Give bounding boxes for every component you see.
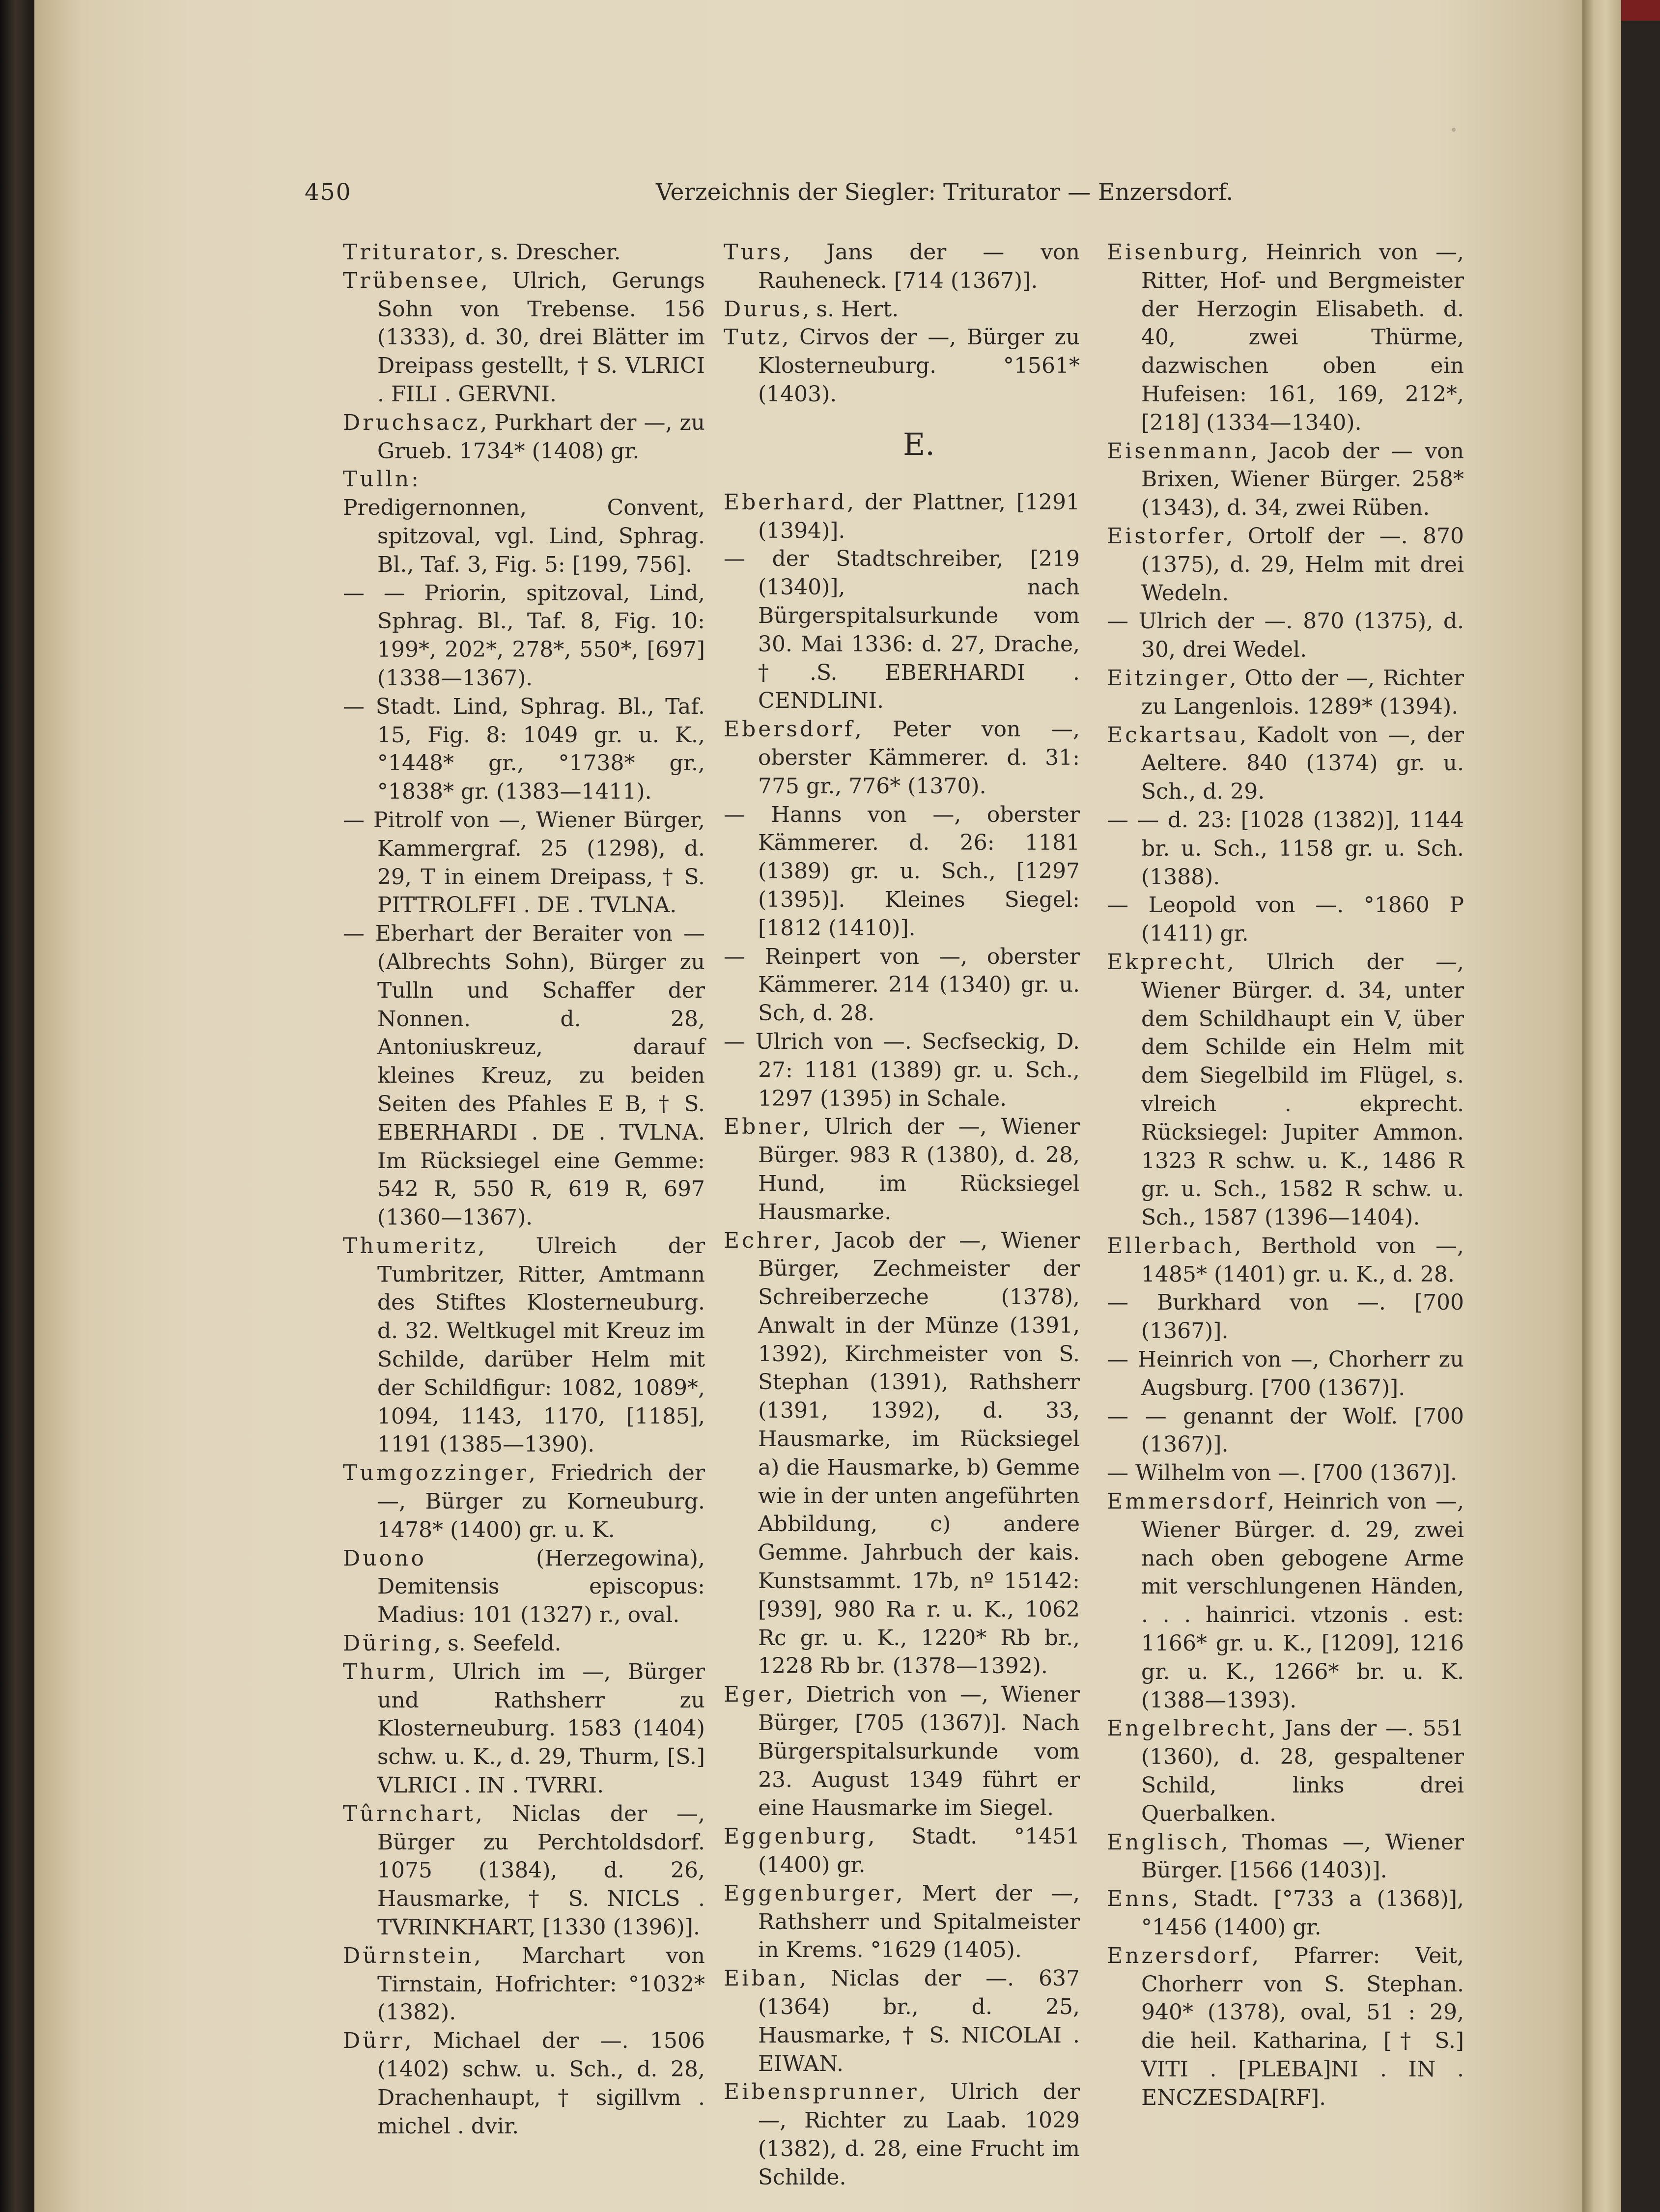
- entry-name: Duono: [343, 1545, 426, 1571]
- entry-text: , Purkhart der —, zu Grueb. 1734* (1408) gr.: [377, 410, 705, 464]
- paper-speck: [1452, 128, 1456, 132]
- column-2: [724, 238, 1080, 2192]
- index-entry: [1107, 437, 1464, 522]
- index-entry: [343, 465, 705, 494]
- entry-text: , Kadolt von —, der Aeltere. 840 (1374) gr. u. Sch., d. 29.: [1141, 722, 1464, 805]
- entry-text: — — genannt der Wolf. [700 (1367)].: [1107, 1403, 1464, 1457]
- entry-name: Durus: [724, 296, 803, 322]
- index-entry: [343, 2027, 705, 2140]
- index-entry: [1107, 1885, 1464, 1942]
- book-binding: [0, 0, 34, 2212]
- index-entry: [724, 488, 1080, 545]
- entry-name: Ebersdorf: [724, 717, 855, 742]
- index-entry: [1107, 1942, 1464, 2112]
- column-1: [343, 238, 705, 2140]
- index-entry: [1107, 1288, 1464, 1345]
- entry-text: — Ulrich der —. 870 (1375), d. 30, drei Wedel.: [1107, 609, 1464, 663]
- entry-text: — Heinrich von —, Chorherr zu Augsburg. [700 (1367)].: [1107, 1347, 1464, 1400]
- entry-name: Echrer: [724, 1228, 814, 1253]
- entry-text: , Pfarrer: Veit, Chorherr von S. Stephan. 940* (1378), oval, 51 : 29, die heil. Katharina, [† S.] VITI . [PLEBA]NI . IN . ENCZESDA[RF].: [1141, 1943, 1464, 2110]
- entry-name: Eger: [724, 1682, 787, 1708]
- page-number: 450: [305, 179, 352, 206]
- entry-name: Trübensee: [343, 268, 481, 293]
- entry-name: Tutz: [724, 325, 782, 350]
- index-entry: [724, 1113, 1080, 1226]
- entry-name: Eisenmann: [1107, 438, 1251, 464]
- entry-name: Enzersdorf: [1107, 1943, 1252, 1968]
- index-entry: [1107, 522, 1464, 607]
- entry-text: , Heinrich von —, Wiener Bürger. d. 29, zwei nach oben gebogene Arme mit verschlungenen Händen, . . . hainrici. vtzonis . est: 1166* gr. u. K., [1209], 1216 gr. u. K., 1266* br. u. K. (1388—1393).: [1141, 1489, 1464, 1713]
- index-entry: [1107, 948, 1464, 1232]
- index-entry: [1107, 238, 1464, 437]
- entry-text: — — d. 23: [1028 (1382)], 1144 br. u. Sch., 1158 gr. u. Sch. (1388).: [1107, 807, 1464, 890]
- entry-text: — Hanns von —, oberster Kämmerer. d. 26: 1181 (1389) gr. u. Sch., [1297 (1395)]. Kleines Siegel: [1812 (1410)].: [724, 802, 1080, 941]
- index-entry: [1107, 721, 1464, 806]
- index-entry: [343, 1629, 705, 1658]
- index-entry: [1107, 1232, 1464, 1289]
- entry-text: , Peter von —, oberster Kämmerer. d. 31: 775 gr., 776* (1370).: [758, 717, 1080, 799]
- index-entry: [724, 2078, 1080, 2191]
- index-entry: [343, 1232, 705, 1459]
- entry-name: Eckartsau: [1107, 722, 1240, 748]
- entry-name: Emmersdorf: [1107, 1489, 1268, 1514]
- index-entry: [1107, 1714, 1464, 1828]
- section-letter: E.: [903, 426, 935, 462]
- entry-name: Enns: [1107, 1886, 1172, 1912]
- paper-speck: [1420, 619, 1424, 623]
- entry-text: , Jacob der —, Wiener Bürger, Zechmeister der Schreiberzeche (1378), Anwalt in der Münze (1391, 1392), Kirchmeister von S. Stephan (1391), Rathsherr (1391, 1392), d. 33, Hausmarke, im Rücksiegel a) die Hausmarke, b) Gemme wie in der unten angeführten Abbildung, c) andere Gemme. Jahrbuch der kais. Kunstsammt. 17b, nº 15142: [939], 980 Ra r. u. K., 1062 Rc gr. u. K., 1220* Rb br., 1228 Rb br. (1378—1392).: [758, 1228, 1080, 1679]
- entry-name: Tûrnchart: [343, 1801, 476, 1826]
- entry-text: , Heinrich von —, Ritter, Hof- und Bergmeister der Herzogin Elisabeth. d. 40, zwei Thürme, dazwischen oben ein Hufeisen: 161, 169, 212*, [218] (1334—1340).: [1141, 240, 1464, 435]
- entry-text: , Ulrich der —, Wiener Bürger. 983 R (1380), d. 28, Hund, im Rücksiegel Hausmarke.: [758, 1114, 1080, 1225]
- entry-name: Eitzinger: [1107, 665, 1230, 691]
- entry-text: — Pitrolf von —, Wiener Bürger, Kammergraf. 25 (1298), d. 29, T in einem Dreipass, † S. PITTROLFFI . DE . TVLNA.: [343, 807, 705, 918]
- entry-text: , s. Drescher.: [477, 240, 621, 265]
- entry-text: , Jans der — von Rauheneck. [714 (1367)].: [758, 240, 1080, 293]
- index-entry: [343, 920, 705, 1232]
- entry-text: , Marchart von Tirnstain, Hofrichter: °1032* (1382).: [377, 1943, 705, 2025]
- index-entry: [724, 1879, 1080, 1964]
- index-entry: [724, 323, 1080, 408]
- entry-text: — Burkhard von —. [700 (1367)].: [1107, 1290, 1464, 1344]
- entry-name: Triturator: [343, 240, 477, 265]
- index-entry: [724, 1227, 1080, 1681]
- index-entry: [724, 545, 1080, 715]
- entry-name: Ellerbach: [1107, 1233, 1235, 1259]
- entry-text: — Reinpert von —, oberster Kämmerer. 214 (1340) gr. u. Sch, d. 28.: [724, 944, 1080, 1026]
- index-entry: [343, 267, 705, 409]
- index-entry: [1107, 806, 1464, 891]
- index-entry: [343, 1658, 705, 1800]
- entry-text: — Wilhelm von —. [700 (1367)].: [1107, 1460, 1457, 1486]
- entry-text: — Stadt. Lind, Sphrag. Bl., Taf. 15, Fig. 8: 1049 gr. u. K., °1448* gr., °1738* gr., °1838* gr. (1383—1411).: [343, 694, 705, 805]
- entry-text: (Herzegowina), Demitensis episcopus: Madius: 101 (1327) r., oval.: [377, 1545, 705, 1628]
- book-page: [34, 0, 1621, 2212]
- entry-text: , Berthold von —, 1485* (1401) gr. u. K., d. 28.: [1141, 1233, 1464, 1287]
- index-entry: [724, 295, 1080, 324]
- entry-text: , Otto der —, Richter zu Langenlois. 1289* (1394).: [1141, 665, 1464, 719]
- index-entry: [343, 806, 705, 920]
- index-entry: [1107, 1487, 1464, 1714]
- entry-name: Tulln: [343, 467, 412, 492]
- entry-name: Dürnstein: [343, 1943, 474, 1968]
- running-title: Verzeichnis der Siegler: Triturator — Enzersdorf.: [656, 179, 1234, 206]
- entry-text: Predigernonnen, Convent, spitzoval, vgl. Lind, Sphrag. Bl., Taf. 3, Fig. 5: [199, 756].: [343, 495, 705, 577]
- entry-text: — der Stadtschreiber, [219 (1340)], nach Bürgerspitalsurkunde vom 30. Mai 1336: d. 27, Drache, †.S. EBERHARDI . CENDLINI.: [724, 546, 1080, 714]
- entry-text: — — Priorin, spitzoval, Lind, Sphrag. Bl., Taf. 8, Fig. 10: 199*, 202*, 278*, 550*, [697] (1338—1367).: [343, 580, 705, 691]
- entry-name: Engelbrecht: [1107, 1716, 1269, 1741]
- entry-text: , Mert der —, Rathsherr und Spitalmeister in Krems. °1629 (1405).: [758, 1880, 1080, 1963]
- index-entry: [724, 943, 1080, 1028]
- entry-name: Ebner: [724, 1114, 803, 1140]
- entry-name: Dürr: [343, 2028, 405, 2054]
- index-entry: [724, 1822, 1080, 1879]
- entry-text: , Michael der —. 1506 (1402) schw. u. Sch., d. 28, Drachenhaupt, † sigillvm . michel . dvir.: [377, 2028, 705, 2139]
- entry-name: Eibensprunner: [724, 2079, 919, 2105]
- entry-text: , Stadt. [°733 a (1368)], °1456 (1400) gr.: [1141, 1886, 1464, 1940]
- page-edge: [1582, 0, 1621, 2212]
- index-entry: [724, 801, 1080, 943]
- column-2-top: [724, 238, 1080, 409]
- entry-text: , Friedrich der —, Bürger zu Korneuburg. 1478* (1400) gr. u. K.: [377, 1460, 705, 1542]
- entry-name: Eggenburg: [724, 1824, 868, 1849]
- entry-text: , Ulrich der —, Wiener Bürger. d. 34, unter dem Schildhaupt ein V, über dem Schilde ein Helm mit dem Siegelbild im Flügel, s. vlreich . ekprecht. Rücksiegel: Jupiter Ammon. 1323 R schw. u. K., 1486 R gr. u. Sch., 1582 R schw. u. Sch., 1587 (1396—1404).: [1141, 949, 1464, 1231]
- index-entry: [724, 1028, 1080, 1113]
- entry-name: Eiban: [724, 1966, 799, 1991]
- entry-text: , Ulrich, Gerungs Sohn von Trebense. 156 (1333), d. 30, drei Blätter im Dreipass gestellt, † S. VLRICI . FILI . GERVNI.: [377, 268, 705, 407]
- index-entry: [1107, 607, 1464, 664]
- entry-text: , s. Seefeld.: [434, 1631, 562, 1656]
- entry-name: Tumgozzinger: [343, 1460, 529, 1486]
- index-entry: [343, 1800, 705, 1942]
- entry-name: Eisenburg: [1107, 240, 1241, 265]
- index-entry: [1107, 891, 1464, 948]
- index-entry: [343, 238, 705, 267]
- index-entry: [724, 238, 1080, 295]
- index-entry: [1107, 1402, 1464, 1459]
- entry-text: , Dietrich von —, Wiener Bürger, [705 (1367)]. Nach Bürgerspitalsurkunde vom 23. August 1349 führt er eine Hausmarke im Siegel.: [758, 1682, 1080, 1821]
- index-entry: [1107, 1459, 1464, 1487]
- index-entry: [1107, 664, 1464, 721]
- entry-text: , s. Hert.: [802, 296, 899, 322]
- entry-name: Ekprecht: [1107, 949, 1227, 975]
- index-entry: [724, 1964, 1080, 2078]
- entry-text: — Ulrich von —. Secfseckig, D. 27: 1181 (1389) gr. u. Sch., 1297 (1395) in Schale.: [724, 1029, 1080, 1111]
- index-entry: [343, 1544, 705, 1629]
- index-entry: [343, 693, 705, 806]
- entry-name: Eberhard: [724, 489, 847, 515]
- entry-text: , Niclas der —, Bürger zu Perchtoldsdorf. 1075 (1384), d. 26, Hausmarke, † S. NICLS . TVRINKHART, [1330 (1396)].: [377, 1801, 705, 1940]
- index-entry: [724, 715, 1080, 800]
- entry-name: Thurm: [343, 1659, 428, 1684]
- entry-name: Eistorfer: [1107, 523, 1226, 549]
- index-entry: [343, 1459, 705, 1544]
- entry-text: , Cirvos der —, Bürger zu Klosterneuburg. °1561* (1403).: [758, 325, 1080, 407]
- column-3: [1107, 238, 1464, 2112]
- index-entry: [343, 579, 705, 693]
- entry-name: Druchsacz: [343, 410, 480, 435]
- entry-text: , Niclas der —. 637 (1364) br., d. 25, Hausmarke, † S. NICOLAI . EIWAN.: [758, 1966, 1080, 2076]
- entry-name: Thumeritz: [343, 1233, 478, 1259]
- entry-text: — Leopold von —. °1860 P (1411) gr.: [1107, 893, 1464, 947]
- entry-text: , Ulreich der Tumbritzer, Ritter, Amtmann des Stiftes Klosterneuburg. d. 32. Weltkugel mit Kreuz im Schilde, darüber Helm mit der Schildfigur: 1082, 1089*, 1094, 1143, 1170, [1185], 1191 (1385—1390).: [377, 1233, 705, 1457]
- index-entry: [343, 1942, 705, 2027]
- entry-text: , Ulrich im —, Bürger und Rathsherr zu Klosterneuburg. 1583 (1404) schw. u. K., d. 29, Thurm, [S.] VLRICI . IN . TVRRI.: [377, 1659, 705, 1798]
- entry-name: Eggenburger: [724, 1880, 896, 1906]
- entry-text: , Jacob der — von Brixen, Wiener Bürger. 258* (1343), d. 34, zwei Rüben.: [1141, 438, 1464, 521]
- entry-name: Düring: [343, 1631, 434, 1656]
- entry-name: Turs: [724, 240, 784, 265]
- entry-text: , der Plattner, [1291 (1394)].: [758, 489, 1080, 543]
- index-entry: [1107, 1828, 1464, 1885]
- entry-name: Englisch: [1107, 1829, 1221, 1855]
- index-entry: [343, 409, 705, 466]
- entry-text: — Eberhart der Beraiter von — (Albrechts Sohn), Bürger zu Tulln und Schaffer der Nonnen. d. 28, Antoniuskreuz, darauf kleines Kreuz, zu beiden Seiten des Pfahles E B, † S. EBERHARDI . DE . TVLNA. Im Rücksiegel eine Gemme: 542 R, 550 R, 619 R, 697 (1360—1367).: [343, 921, 705, 1231]
- column-2-bottom: [724, 488, 1080, 2192]
- entry-text: , Jans der —. 551 (1360), d. 28, gespaltener Schild, links drei Querbalken.: [1141, 1716, 1464, 1826]
- entry-text: , Stadt. °1451 (1400) gr.: [758, 1824, 1080, 1878]
- entry-text: , Ortolf der —. 870 (1375), d. 29, Helm mit drei Wedeln.: [1141, 523, 1464, 606]
- entry-text: , Thomas —, Wiener Bürger. [1566 (1403)].: [1141, 1829, 1464, 1883]
- entry-text: , Ulrich der —, Richter zu Laab. 1029 (1382), d. 28, eine Frucht im Schilde.: [758, 2079, 1080, 2190]
- index-entry: [1107, 1345, 1464, 1402]
- index-entry: [724, 1680, 1080, 1822]
- index-entry: [343, 494, 705, 579]
- entry-text: :: [411, 467, 419, 492]
